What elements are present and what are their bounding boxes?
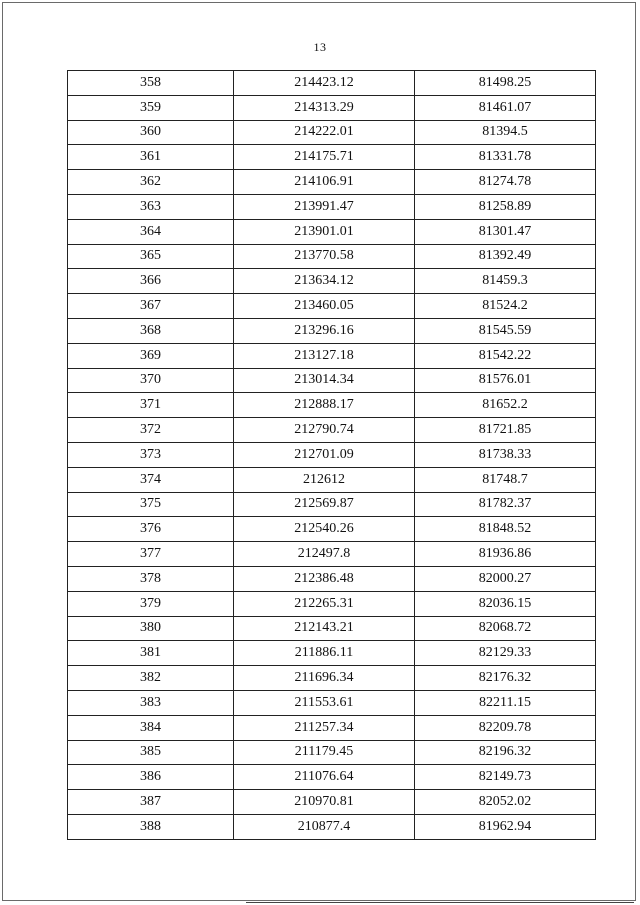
table-row xyxy=(68,442,596,467)
x-coordinate-cell: 214175.71 xyxy=(234,145,415,170)
y-coordinate-cell: 82068.72 xyxy=(415,616,596,641)
x-coordinate-cell: 213127.18 xyxy=(234,343,415,368)
table-row xyxy=(68,71,596,96)
point-number-cell: 364 xyxy=(68,219,234,244)
y-coordinate-cell: 81936.86 xyxy=(415,542,596,567)
point-number-cell: 369 xyxy=(68,343,234,368)
point-number-cell: 372 xyxy=(68,418,234,443)
y-coordinate-cell: 81394.5 xyxy=(415,120,596,145)
y-coordinate-cell: 81524.2 xyxy=(415,294,596,319)
table-row xyxy=(68,740,596,765)
point-number-cell: 384 xyxy=(68,715,234,740)
y-coordinate-cell: 81274.78 xyxy=(415,170,596,195)
point-number-cell: 379 xyxy=(68,591,234,616)
point-number-cell: 363 xyxy=(68,194,234,219)
coordinate-table xyxy=(67,70,596,840)
point-number-cell: 386 xyxy=(68,765,234,790)
point-number-cell: 367 xyxy=(68,294,234,319)
y-coordinate-cell: 81721.85 xyxy=(415,418,596,443)
y-coordinate-cell: 81576.01 xyxy=(415,368,596,393)
x-coordinate-cell: 211553.61 xyxy=(234,690,415,715)
table-row xyxy=(68,194,596,219)
y-coordinate-cell: 82196.32 xyxy=(415,740,596,765)
y-coordinate-cell: 81331.78 xyxy=(415,145,596,170)
point-number-cell: 387 xyxy=(68,790,234,815)
table-row xyxy=(68,219,596,244)
x-coordinate-cell: 212540.26 xyxy=(234,517,415,542)
page-number: 13 xyxy=(313,40,327,54)
table-row xyxy=(68,492,596,517)
table-row xyxy=(68,318,596,343)
point-number-cell: 376 xyxy=(68,517,234,542)
y-coordinate-cell: 81498.25 xyxy=(415,71,596,96)
y-coordinate-cell: 82129.33 xyxy=(415,641,596,666)
table-row xyxy=(68,170,596,195)
y-coordinate-cell: 81258.89 xyxy=(415,194,596,219)
table-row xyxy=(68,616,596,641)
y-coordinate-cell: 81782.37 xyxy=(415,492,596,517)
point-number-cell: 370 xyxy=(68,368,234,393)
y-coordinate-cell: 81962.94 xyxy=(415,814,596,839)
point-number-cell: 365 xyxy=(68,244,234,269)
x-coordinate-cell: 214423.12 xyxy=(234,71,415,96)
y-coordinate-cell: 81748.7 xyxy=(415,467,596,492)
x-coordinate-cell: 213634.12 xyxy=(234,269,415,294)
table-row xyxy=(68,269,596,294)
table-row xyxy=(68,145,596,170)
y-coordinate-cell: 81652.2 xyxy=(415,393,596,418)
table-row xyxy=(68,591,596,616)
y-coordinate-cell: 82209.78 xyxy=(415,715,596,740)
point-number-cell: 378 xyxy=(68,566,234,591)
y-coordinate-cell: 82036.15 xyxy=(415,591,596,616)
table-row xyxy=(68,690,596,715)
x-coordinate-cell: 212265.31 xyxy=(234,591,415,616)
x-coordinate-cell: 211257.34 xyxy=(234,715,415,740)
y-coordinate-cell: 81301.47 xyxy=(415,219,596,244)
x-coordinate-cell: 213991.47 xyxy=(234,194,415,219)
x-coordinate-cell: 212888.17 xyxy=(234,393,415,418)
point-number-cell: 368 xyxy=(68,318,234,343)
table-row xyxy=(68,467,596,492)
x-coordinate-cell: 212701.09 xyxy=(234,442,415,467)
table-row xyxy=(68,95,596,120)
x-coordinate-cell: 212386.48 xyxy=(234,566,415,591)
point-number-cell: 382 xyxy=(68,666,234,691)
point-number-cell: 371 xyxy=(68,393,234,418)
point-number-cell: 361 xyxy=(68,145,234,170)
x-coordinate-cell: 213901.01 xyxy=(234,219,415,244)
x-coordinate-cell: 212497.8 xyxy=(234,542,415,567)
x-coordinate-cell: 214106.91 xyxy=(234,170,415,195)
x-coordinate-cell: 211886.11 xyxy=(234,641,415,666)
y-coordinate-cell: 81738.33 xyxy=(415,442,596,467)
x-coordinate-cell: 212143.21 xyxy=(234,616,415,641)
y-coordinate-cell: 82052.02 xyxy=(415,790,596,815)
point-number-cell: 385 xyxy=(68,740,234,765)
table-row xyxy=(68,790,596,815)
y-coordinate-cell: 82000.27 xyxy=(415,566,596,591)
x-coordinate-cell: 214222.01 xyxy=(234,120,415,145)
point-number-cell: 362 xyxy=(68,170,234,195)
table-row xyxy=(68,715,596,740)
y-coordinate-cell: 81545.59 xyxy=(415,318,596,343)
x-coordinate-cell: 213770.58 xyxy=(234,244,415,269)
y-coordinate-cell: 81461.07 xyxy=(415,95,596,120)
x-coordinate-cell: 212569.87 xyxy=(234,492,415,517)
point-number-cell: 388 xyxy=(68,814,234,839)
point-number-cell: 383 xyxy=(68,690,234,715)
table-row xyxy=(68,368,596,393)
table-row xyxy=(68,418,596,443)
table-row xyxy=(68,765,596,790)
table-row xyxy=(68,393,596,418)
x-coordinate-cell: 213460.05 xyxy=(234,294,415,319)
point-number-cell: 359 xyxy=(68,95,234,120)
x-coordinate-cell: 211076.64 xyxy=(234,765,415,790)
x-coordinate-cell: 211696.34 xyxy=(234,666,415,691)
table-row xyxy=(68,517,596,542)
table-row xyxy=(68,244,596,269)
y-coordinate-cell: 81459.3 xyxy=(415,269,596,294)
x-coordinate-cell: 210970.81 xyxy=(234,790,415,815)
point-number-cell: 360 xyxy=(68,120,234,145)
x-coordinate-cell: 211179.45 xyxy=(234,740,415,765)
point-number-cell: 373 xyxy=(68,442,234,467)
point-number-cell: 377 xyxy=(68,542,234,567)
x-coordinate-cell: 214313.29 xyxy=(234,95,415,120)
x-coordinate-cell: 212790.74 xyxy=(234,418,415,443)
x-coordinate-cell: 212612 xyxy=(234,467,415,492)
y-coordinate-cell: 82211.15 xyxy=(415,690,596,715)
point-number-cell: 366 xyxy=(68,269,234,294)
coordinate-table-body xyxy=(68,71,596,840)
table-row xyxy=(68,294,596,319)
table-row xyxy=(68,641,596,666)
table-row xyxy=(68,542,596,567)
table-row xyxy=(68,814,596,839)
point-number-cell: 381 xyxy=(68,641,234,666)
point-number-cell: 380 xyxy=(68,616,234,641)
x-coordinate-cell: 213014.34 xyxy=(234,368,415,393)
y-coordinate-cell: 81392.49 xyxy=(415,244,596,269)
point-number-cell: 358 xyxy=(68,71,234,96)
table-row xyxy=(68,343,596,368)
bottom-edge-line xyxy=(246,902,634,903)
point-number-cell: 375 xyxy=(68,492,234,517)
table-row xyxy=(68,120,596,145)
y-coordinate-cell: 81542.22 xyxy=(415,343,596,368)
y-coordinate-cell: 82176.32 xyxy=(415,666,596,691)
table-row xyxy=(68,666,596,691)
table-row xyxy=(68,566,596,591)
x-coordinate-cell: 210877.4 xyxy=(234,814,415,839)
point-number-cell: 374 xyxy=(68,467,234,492)
y-coordinate-cell: 82149.73 xyxy=(415,765,596,790)
x-coordinate-cell: 213296.16 xyxy=(234,318,415,343)
y-coordinate-cell: 81848.52 xyxy=(415,517,596,542)
